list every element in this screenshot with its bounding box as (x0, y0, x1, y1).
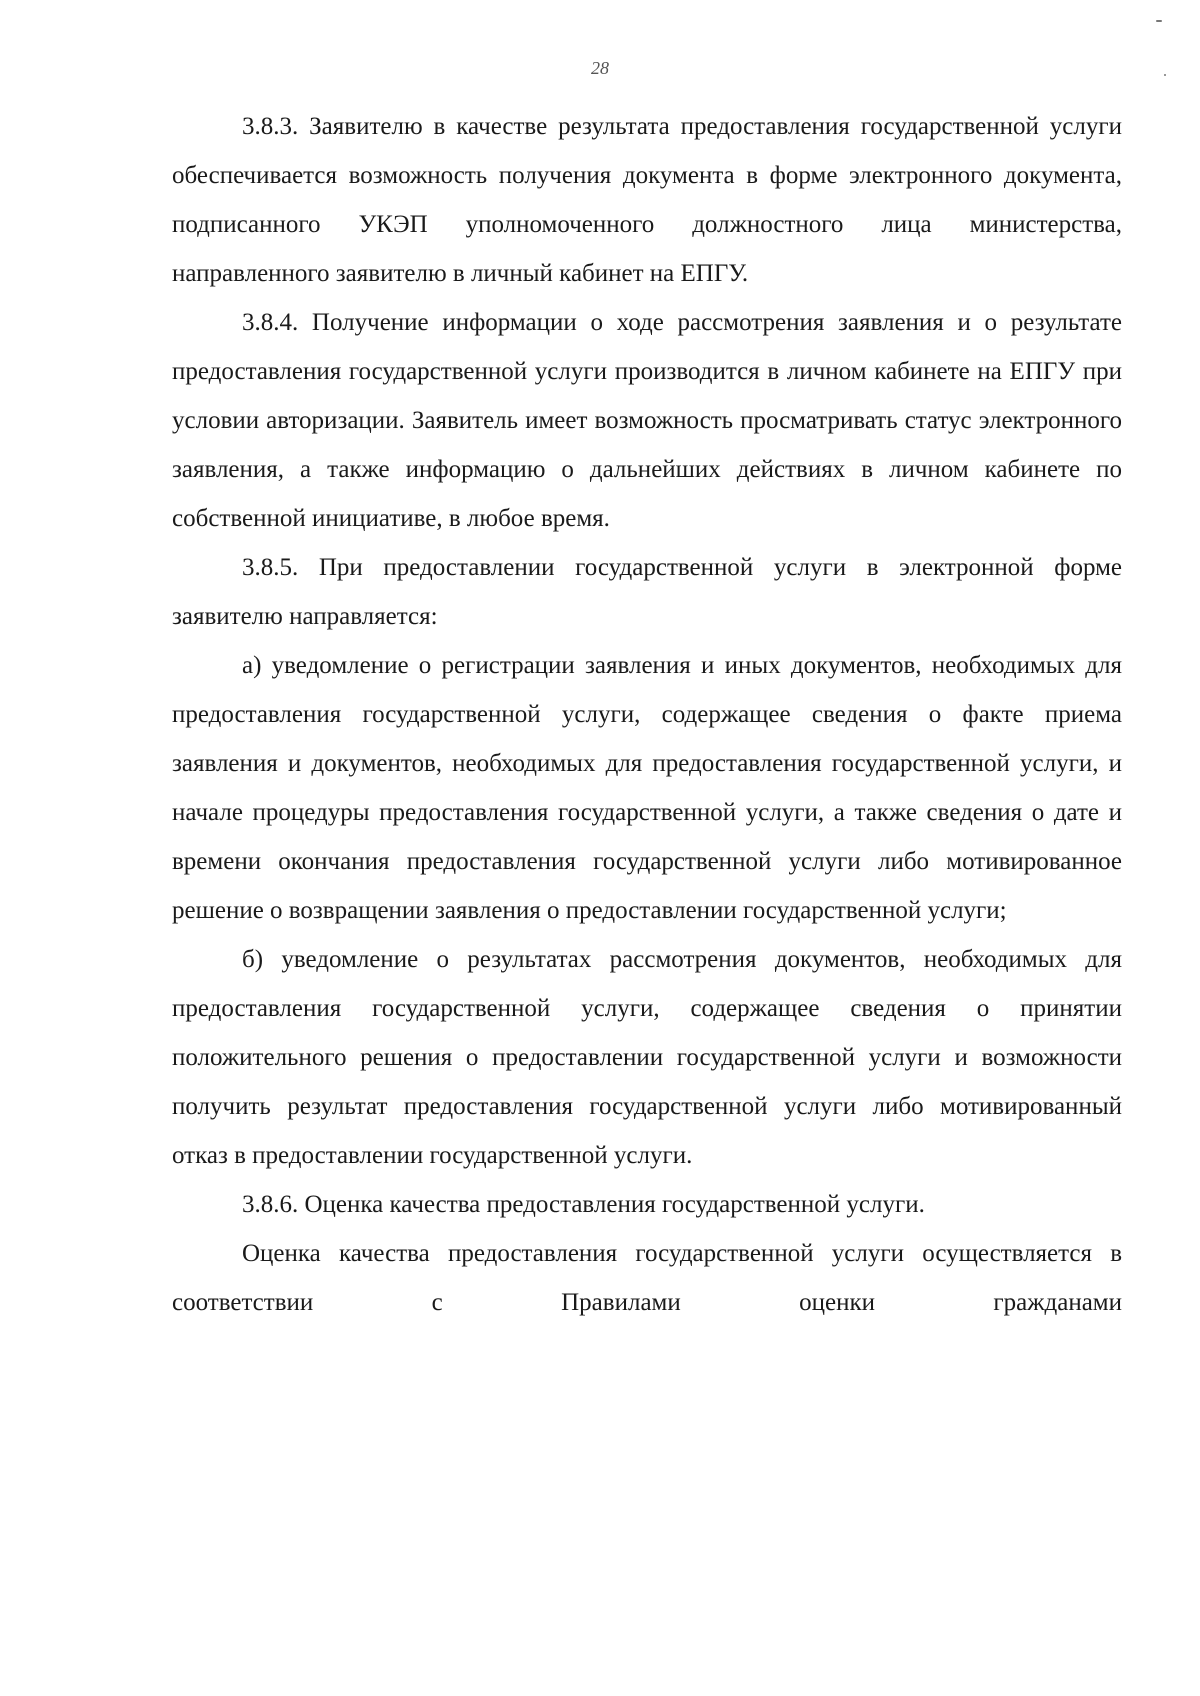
paragraph-3-8-5: 3.8.5. При предоставлении государственной услуги в электронной форме заявителю направляется: (172, 554, 1122, 630)
paragraph-item-b: б) уведомление о результатах рассмотрения документов, необходимых для предоставления государственной услуги, содержащее сведения о принятии положительного решения о предоставлении государственной услуги и возможности получить результат предоставления государственной услуги либо мотивированный отказ в предоставлении государственной услуги. (172, 946, 1122, 1169)
scan-speck (1164, 74, 1166, 76)
scan-speck (1156, 20, 1162, 22)
document-body (172, 102, 1122, 1327)
paragraph-3-8-4: 3.8.4. Получение информации о ходе рассмотрения заявления и о результате предоставления государственной услуги производится в личном кабинете на ЕПГУ при условии авторизации. Заявитель имеет возможность просматривать статус электронного заявления, а также информацию о дальнейших действиях в личном кабинете по собственной инициативе, в любое время. (172, 309, 1122, 532)
paragraph-item-a: а) уведомление о регистрации заявления и иных документов, необходимых для предоставления государственной услуги, содержащее сведения о факте приема заявления и документов, необходимых для предоставления государственной услуги, и начале процедуры предоставления государственной услуги, а также сведения о дате и времени окончания предоставления государственной услуги либо мотивированное решение о возвращении заявления о предоставлении государственной услуги; (172, 652, 1122, 924)
paragraph-quality-assessment: Оценка качества предоставления государственной услуги осуществляется в соответствии с Правилами оценки гражданами (172, 1240, 1122, 1316)
page-number: 28 (591, 58, 609, 78)
paragraph-3-8-6: 3.8.6. Оценка качества предоставления государственной услуги. (242, 1191, 925, 1218)
paragraph-3-8-3: 3.8.3. Заявителю в качестве результата предоставления государственной услуги обеспечивается возможность получения документа в форме электронного документа, подписанного УКЭП уполномоченного должностного лица министерства, направленного заявителю в личный кабинет на ЕПГУ. (172, 113, 1122, 287)
